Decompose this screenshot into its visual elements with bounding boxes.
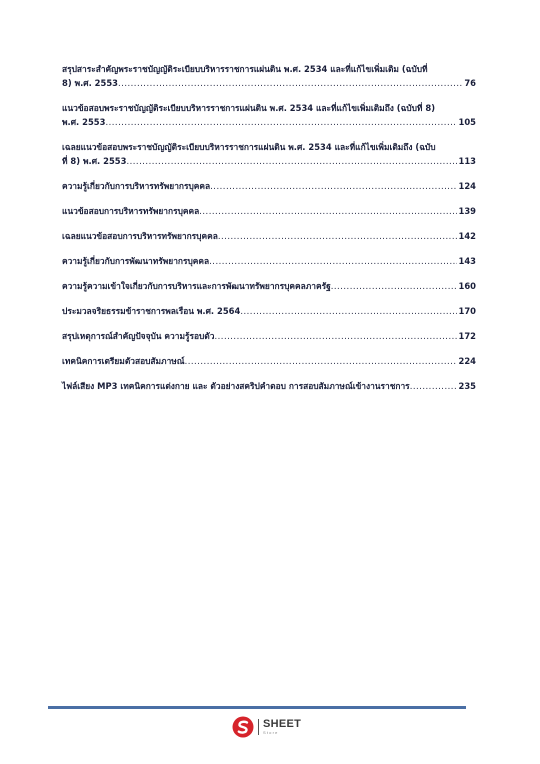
- toc-page-number: 124: [458, 181, 476, 191]
- toc-entry[interactable]: [62, 379, 476, 393]
- toc-leader-dots: [331, 279, 457, 293]
- toc-leader-dots: [199, 204, 456, 218]
- toc-entry-title: แนวข้อสอบการบริหารทรัพยากรบุคคล: [62, 206, 200, 216]
- toc-entry[interactable]: [62, 279, 476, 293]
- toc-entry-title: 8) พ.ศ. 2553: [62, 78, 118, 88]
- toc-leader-dots: [210, 179, 456, 193]
- table-of-contents: [62, 62, 476, 404]
- toc-entry[interactable]: [62, 140, 476, 168]
- toc-page-number: 142: [458, 231, 476, 241]
- toc-entry-title: ความรู้ความเข้าใจเกี่ยวกับการบริหารและการพัฒนาทรัพยากรบุคคลภาครัฐ: [62, 281, 331, 291]
- toc-page-number: 139: [458, 206, 476, 216]
- toc-entry-title: ที่ 8) พ.ศ. 2553: [62, 156, 127, 166]
- toc-entry[interactable]: [62, 62, 476, 90]
- toc-leader-dots: [410, 379, 457, 393]
- toc-entry-title: ความรู้เกี่ยวกับการพัฒนาทรัพยากรบุคคล: [62, 256, 210, 266]
- toc-page-number: 113: [458, 156, 476, 166]
- toc-entry-title: ไฟล์เสียง MP3 เทคนิคการแต่งกาย และ ตัวอย่างสคริปคำตอบ การสอบสัมภาษณ์เข้างานราชการ: [62, 381, 410, 391]
- toc-leader-dots: [126, 154, 456, 168]
- toc-entry[interactable]: [62, 254, 476, 268]
- toc-page-number: 105: [458, 117, 476, 127]
- toc-page-number: 172: [458, 331, 476, 341]
- toc-page-number: 143: [458, 256, 476, 266]
- toc-leader-dots: [218, 229, 457, 243]
- toc-page-number: 224: [458, 356, 476, 366]
- toc-entry[interactable]: [62, 229, 476, 243]
- toc-leader-dots: [214, 329, 456, 343]
- toc-entry-title: เทคนิคการเตรียมตัวสอบสัมภาษณ์: [62, 356, 185, 366]
- toc-entry-title: พ.ศ. 2553: [62, 117, 106, 127]
- sheet-logo-icon: [232, 716, 254, 738]
- toc-leader-dots: [240, 304, 456, 318]
- toc-page-number: 76: [464, 78, 476, 88]
- toc-leader-dots: [185, 354, 457, 368]
- sheet-store-logo: [232, 716, 301, 738]
- toc-leader-dots: [118, 76, 462, 90]
- logo-word: SHEET: [263, 718, 302, 730]
- toc-page-number: 235: [458, 381, 476, 391]
- toc-entry-title: เฉลยแนวข้อสอบการบริหารทรัพยากรบุคคล: [62, 231, 218, 241]
- toc-entry-title-line1: เฉลยแนวข้อสอบพระราชบัญญัติระเบียบบริหารราชการแผ่นดิน พ.ศ. 2534 และที่แก้ไขเพิ่มเติมถึง (ฉบับ: [62, 142, 436, 152]
- toc-entry-title: ประมวลจริยธรรมข้าราชการพลเรือน พ.ศ. 2564: [62, 306, 241, 316]
- toc-leader-dots: [209, 254, 456, 268]
- toc-entry[interactable]: [62, 101, 476, 129]
- toc-entry-title-line1: สรุปสาระสำคัญพระราชบัญญัติระเบียบบริหารราชการแผ่นดิน พ.ศ. 2534 และที่แก้ไขเพิ่มเติม (ฉบับที่: [62, 64, 428, 74]
- logo-separator: [258, 719, 259, 735]
- toc-leader-dots: [105, 115, 456, 129]
- toc-entry[interactable]: [62, 204, 476, 218]
- toc-entry[interactable]: [62, 354, 476, 368]
- toc-entry-title: สรุปเหตุการณ์สำคัญปัจจุบัน ความรู้รอบตัว: [62, 331, 215, 341]
- logo-subword: Store: [263, 730, 279, 735]
- logo-text: [263, 719, 301, 735]
- toc-entry[interactable]: [62, 304, 476, 318]
- toc-page-number: 170: [458, 306, 476, 316]
- footer-divider: [48, 706, 466, 709]
- toc-entry[interactable]: [62, 179, 476, 193]
- toc-entry[interactable]: [62, 329, 476, 343]
- toc-entry-title-line1: แนวข้อสอบพระราชบัญญัติระเบียบบริหารราชการแผ่นดิน พ.ศ. 2534 และที่แก้ไขเพิ่มเติมถึง (ฉบับที่ 8): [62, 103, 436, 113]
- toc-page-number: 160: [458, 281, 476, 291]
- toc-entry-title: ความรู้เกี่ยวกับการบริหารทรัพยากรบุคคล: [62, 181, 211, 191]
